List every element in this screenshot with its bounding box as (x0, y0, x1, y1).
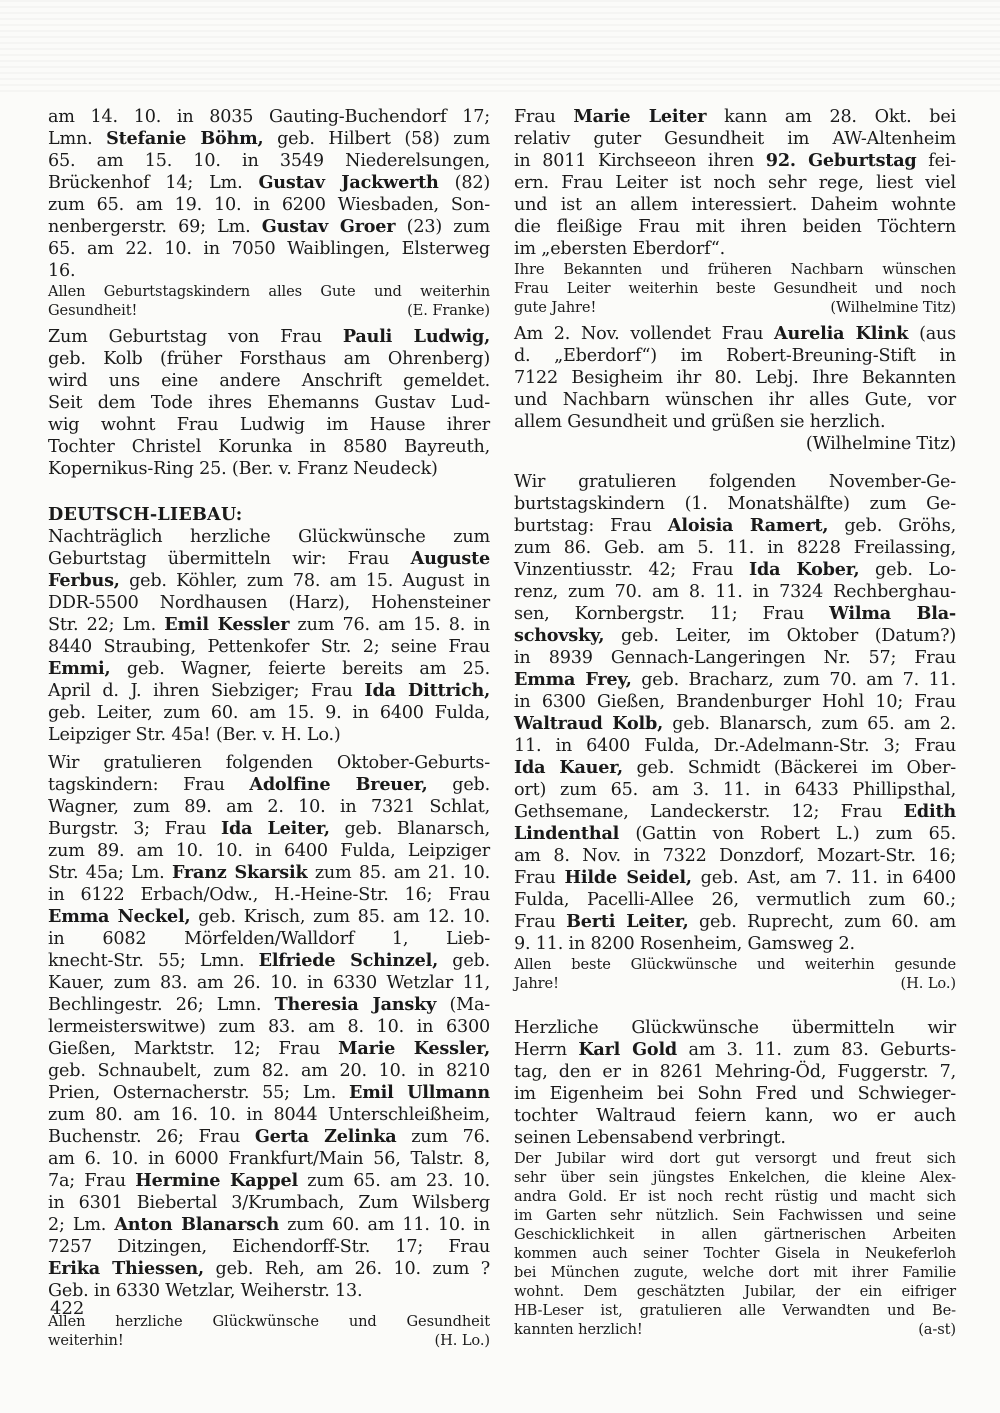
text-line: Ida Kauer, geb. Schmidt (Bäckerei im Ober- (514, 757, 956, 778)
text-line: im „ebersten Eberdorf“. (514, 239, 725, 259)
text-line: sen, Kornbergstr. 11; Frau Wilma Bla- (514, 603, 957, 624)
closing-note (514, 955, 956, 993)
text-line: in 6301 Biebertal 3/Krumbach, Zum Wilsberg (48, 1193, 490, 1213)
highlighted-name: Ida Kober, (748, 559, 860, 580)
text-line: Vinzentiusstr. 42; Frau Ida Kober, geb. Lo- (514, 559, 956, 580)
text-line: bei München zugute, welche dort mit ihrer Familie (514, 1264, 956, 1281)
highlighted-name: Gustav Groer (261, 216, 396, 237)
highlighted-name: Elfriede Schinzel, (258, 950, 438, 971)
text-line: im Garten sehr nützlich. Sein Fachwissen und seine (514, 1207, 956, 1224)
marie-leiter-notice (514, 106, 956, 260)
text-line: Am 2. Nov. vollendet Frau Aurelia Klink (aus (514, 323, 956, 344)
highlighted-name: Ida Kauer, (514, 757, 623, 778)
text-line: Lmn. Stefanie Böhm, geb. Hilbert (58) zum (48, 128, 490, 149)
text-line: Emma Frey, geb. Bracharz, zum 70. am 7. 11. (514, 669, 956, 690)
text-line: burtstag: Frau Aloisia Ramert, geb. Gröhs, (514, 515, 956, 536)
text-line: 11. in 6400 Fulda, Dr.-Adelmann-Str. 3; Frau (514, 736, 956, 756)
text-line: Erika Thiessen, geb. Reh, am 26. 10. zum ? (48, 1258, 490, 1279)
closing-note (514, 1149, 956, 1339)
text-line: Tochter Christel Korunka in 8580 Bayreuth, (48, 437, 490, 457)
highlighted-name: Emma Frey, (514, 669, 632, 690)
text-line: Wir gratulieren folgenden Oktober-Geburts- (48, 753, 490, 773)
highlighted-name: Ida Leiter, (220, 818, 330, 839)
highlighted-name: Emil Ullmann (349, 1082, 490, 1103)
text-line: geb. Schnaubelt, zum 82. am 20. 10. in 8210 (48, 1061, 490, 1081)
text-line: in 8939 Gennach-Langeringen Nr. 57; Frau (514, 648, 956, 668)
text-line: in 6082 Mörfelden/Walldorf 1, Lieb- (48, 929, 490, 949)
text-line: die fleißige Frau mit ihren beiden Töchtern (514, 217, 956, 237)
right-column (514, 106, 956, 1339)
highlighted-name: Hilde Seidel, (564, 867, 692, 888)
text-line: Herzliche Glückwünsche übermitteln wir (514, 1018, 956, 1038)
highlighted-name: Adolfine Breuer, (249, 774, 428, 795)
text-line: April d. J. ihren Siebziger; Frau Ida Dittrich, (48, 680, 491, 701)
text-line: 16. (48, 261, 76, 281)
highlighted-name: schovsky, (514, 625, 605, 646)
karl-gold-notice (514, 1017, 956, 1149)
text-line: Waltraud Kolb, geb. Blanarsch, zum 65. am 2. (514, 713, 957, 734)
text-line: wird uns eine andere Anschrift gemeldet. (48, 371, 490, 391)
author-signature: (H. Lo.) (434, 1332, 490, 1349)
text-line: zum 80. am 16. 10. in 8044 Unterschleißheim, (48, 1105, 490, 1125)
text-line: am 14. 10. in 8035 Gauting-Buchendorf 17; (48, 107, 490, 127)
text-line: Geb. in 6330 Wetzlar, Weiherstr. 13. (48, 1281, 363, 1301)
text-line: Emma Neckel, geb. Krisch, zum 85. am 12. 10. (48, 906, 490, 927)
text-line: Leipziger Str. 45a! (Ber. v. H. Lo.) (48, 725, 341, 745)
text-line: 7a; Frau Hermine Kappel zum 65. am 23. 10. (48, 1170, 490, 1191)
text-line: relativ guter Gesundheit im AW-Altenheim (514, 129, 956, 149)
highlighted-name: Wilma Bla- (829, 603, 957, 624)
text-line: Burgstr. 3; Frau Ida Leiter, geb. Blanarsch, (48, 818, 490, 839)
text-line: tagskindern: Frau Adolfine Breuer, geb. (48, 774, 490, 795)
note-signature-line: Jahre! (H. Lo.) (514, 975, 956, 992)
text-line: Fulda, Pacelli-Allee 26, vermutlich zum 60.; (514, 890, 956, 910)
highlighted-name: Anton Blanarsch (114, 1214, 280, 1235)
text-line: und Nachbarn wünschen ihr alles Gute, vor (514, 390, 956, 410)
text-line: Lindenthal (Gattin von Robert L.) zum 65. (514, 823, 956, 844)
highlighted-name: Pauli Ludwig, (342, 326, 490, 347)
highlighted-name: Karl Gold (578, 1039, 678, 1060)
highlighted-name: Marie Kessler, (338, 1038, 491, 1059)
belated-birthday-wishes (48, 526, 490, 746)
text-line: tochter Waltraud feiern kann, wo er auch (514, 1106, 956, 1126)
text-line: Frau Leiter weiterhin beste Gesundheit und noch (514, 280, 956, 297)
text-line: Str. 22; Lm. Emil Kessler zum 76. am 15. 8. in (48, 614, 490, 635)
text-line: DDR-5500 Nordhausen (Harz), Hohensteiner (48, 593, 490, 613)
text-line: wig wohnt Frau Ludwig im Hause ihrer (48, 415, 490, 435)
october-birthday-list (48, 752, 490, 1302)
text-line: Brückenhof 14; Lm. Gustav Jackwerth (82) (48, 172, 490, 193)
text-line: Kauer, zum 83. am 26. 10. in 6330 Wetzlar 11, (48, 973, 490, 993)
highlighted-name: Waltraud Kolb, (514, 713, 664, 734)
text-line: Zum Geburtstag von Frau Pauli Ludwig, (48, 326, 490, 347)
text-line: schovsky, geb. Leiter, im Oktober (Datum?) (514, 625, 956, 646)
text-line: am 8. Nov. in 7322 Donzdorf, Mozart-Str. 16; (514, 846, 956, 866)
highlighted-name: 92. Geburtstag (765, 150, 917, 171)
text-line: Prien, Osternacherstr. 55; Lm. Emil Ullmann (48, 1082, 490, 1103)
highlighted-name: Auguste (410, 548, 490, 569)
text-line: Allen Geburtstagskindern alles Gute und weiterhin (48, 283, 490, 300)
text-line: Herrn Karl Gold am 3. 11. zum 83. Geburts- (514, 1039, 956, 1060)
text-line: Frau Marie Leiter kann am 28. Okt. bei (514, 106, 957, 127)
highlighted-name: Lindenthal (514, 823, 620, 844)
text-line: geb. Leiter, zum 60. am 15. 9. in 6400 Fulda, (48, 703, 490, 723)
text-line: 7122 Besigheim ihr 80. Lebj. Ihre Bekannten (514, 368, 956, 388)
text-line: Buchenstr. 26; Frau Gerta Zelinka zum 76. (48, 1126, 491, 1147)
text-line: HB-Leser ist, gratulieren alle Verwandten und Be- (514, 1302, 956, 1319)
text-line: Gießen, Marktstr. 12; Frau Marie Kessler, (48, 1038, 491, 1059)
highlighted-name: Gerta Zelinka (254, 1126, 397, 1147)
author-signature: (a-st) (918, 1321, 956, 1338)
text-line: Emmi, geb. Wagner, feierte bereits am 25. (48, 658, 490, 679)
text-line: 65. am 15. 10. in 3549 Niederelsungen, (48, 151, 490, 171)
closing-note (514, 260, 956, 317)
highlighted-name: Ferbus, (48, 570, 120, 591)
highlighted-name: Gustav Jackwerth (258, 172, 439, 193)
text-line: im Eigenheim bei Sohn Fred und Schwieger- (514, 1084, 956, 1104)
text-line: sehr über sein jüngstes Enkelchen, die kleine Alex- (514, 1169, 956, 1186)
left-column (48, 106, 490, 1350)
text-line: in 8011 Kirchseeon ihren 92. Geburtstag fei- (514, 150, 956, 171)
pauli-ludwig-notice (48, 326, 490, 480)
text-line: geb. Kolb (früher Forsthaus am Ohrenberg) (48, 349, 490, 369)
text-line: Gethsemane, Landeckerstr. 12; Frau Edith (514, 801, 956, 822)
highlighted-name: Emma Neckel, (48, 906, 191, 927)
text-line: tag, den er in 8261 Mehring-Öd, Fuggerstr. 7, (514, 1062, 956, 1082)
highlighted-name: Marie Leiter (573, 106, 707, 127)
text-line: zum 89. am 10. 10. in 6400 Fulda, Leipziger (48, 841, 490, 861)
note-signature-line: weiterhin! (H. Lo.) (48, 1332, 490, 1349)
closing-note (48, 282, 490, 320)
text-line: andra Gold. Er ist noch recht rüstig und macht sich (514, 1188, 956, 1205)
text-line: knecht-Str. 55; Lmn. Elfriede Schinzel, geb. (48, 950, 490, 971)
text-line: 65. am 22. 10. in 7050 Waiblingen, Elsterweg (48, 239, 490, 259)
author-signature: (E. Franke) (407, 302, 490, 319)
note-signature-line: gute Jahre! (Wilhelmine Titz) (514, 299, 956, 316)
text-line: Nachträglich herzliche Glückwünsche zum (48, 527, 490, 547)
text-line: allem Gesundheit und grüßen sie herzlich. (514, 412, 886, 432)
text-line: zum 65. am 19. 10. in 6200 Wiesbaden, Son- (48, 195, 490, 215)
text-line: renz, zum 70. am 8. 11. in 7324 Rechberghau- (514, 582, 956, 602)
bleed-through-texture (0, 0, 1000, 95)
text-line: Geburtstag übermitteln wir: Frau Auguste (48, 548, 490, 569)
highlighted-name: Emmi, (48, 658, 111, 679)
highlighted-name: Emil Kessler (164, 614, 290, 635)
highlighted-name: Edith (903, 801, 956, 822)
text-line: Wagner, zum 89. am 2. 10. in 7321 Schlat, (48, 797, 490, 817)
text-line: burtstagskindern (1. Monatshälfte) zum Ge- (514, 494, 956, 514)
text-line: zum 86. Geb. am 5. 11. in 8228 Freilassing, (514, 538, 956, 558)
highlighted-name: Erika Thiessen, (48, 1258, 204, 1279)
text-line: 9. 11. in 8200 Rosenheim, Gamsweg 2. (514, 934, 855, 954)
november-birthday-list (514, 471, 956, 955)
text-line: Allen beste Glückwünsche und weiterhin gesunde (514, 956, 956, 973)
text-line: und ist an allem interessiert. Daheim wohnte (514, 195, 956, 215)
text-line: ern. Frau Leiter ist noch sehr rege, liest viel (514, 173, 956, 193)
highlighted-name: Ida Dittrich, (364, 680, 491, 701)
text-line: Allen herzliche Glückwünsche und Gesundheit (48, 1313, 490, 1330)
text-line: Bechlingestr. 26; Lmn. Theresia Jansky (Ma- (48, 994, 490, 1015)
text-line: wohnt. Dem geschätzten Jubilar, der ein eifriger (514, 1283, 956, 1300)
text-line: in 6122 Erbach/Odw., H.-Heine-Str. 16; Frau (48, 885, 490, 905)
highlighted-name: Stefanie Böhm, (106, 128, 264, 149)
note-signature-line: Gesundheit! (E. Franke) (48, 302, 490, 319)
text-line: Kopernikus-Ring 25. (Ber. v. Franz Neudeck) (48, 459, 438, 479)
text-line: 2; Lm. Anton Blanarsch zum 60. am 11. 10. in (48, 1214, 490, 1235)
closing-note (48, 1312, 490, 1350)
birthday-list-continued (48, 106, 490, 282)
text-line: d. „Eberdorf“) im Robert-Breuning-Stift in (514, 346, 956, 366)
text-line: 7257 Ditzingen, Eichendorff-Str. 17; Frau (48, 1237, 490, 1257)
text-line: am 6. 10. in 6000 Frankfurt/Main 56, Talstr. 8, (48, 1149, 490, 1169)
text-line: Geschicklichkeit in allen gärtnerischen Arbeiten (514, 1226, 956, 1243)
highlighted-name: Theresia Jansky (274, 994, 437, 1015)
highlighted-name: Hermine Kappel (135, 1170, 298, 1191)
text-line: Der Jubilar wird dort gut versorgt und freut sich (514, 1150, 956, 1167)
text-line: Seit dem Tode ihres Ehemanns Gustav Lud- (48, 393, 490, 413)
text-line: Ihre Bekannten und früheren Nachbarn wünschen (514, 261, 956, 278)
text-line: nenbergerstr. 69; Lm. Gustav Groer (23) zum (48, 216, 490, 237)
text-line: 8440 Straubing, Pettenkofer Str. 2; seine Frau (48, 637, 490, 657)
author-signature: (Wilhelmine Titz) (830, 299, 956, 316)
text-line: Wir gratulieren folgenden November-Ge- (514, 472, 956, 492)
aurelia-klink-notice (514, 323, 956, 433)
author-signature: (H. Lo.) (900, 975, 956, 992)
text-line: Str. 45a; Lm. Franz Skarsik zum 85. am 21. 10. (48, 862, 491, 883)
highlighted-name: Berti Leiter, (566, 911, 689, 932)
text-line: Ferbus, geb. Köhler, zum 78. am 15. August in (48, 570, 490, 591)
text-line: seinen Lebensabend verbringt. (514, 1128, 786, 1148)
text-line: Frau Hilde Seidel, geb. Ast, am 7. 11. in 6400 (514, 867, 956, 888)
text-line: lermeisterswitwe) zum 83. am 8. 10. in 6300 (48, 1017, 490, 1037)
note-signature-line: kannten herzlich! (a-st) (514, 1321, 956, 1338)
text-line: kommen auch seiner Tochter Gisela in Neukeferloh (514, 1245, 956, 1262)
highlighted-name: Aloisia Ramert, (667, 515, 829, 536)
page-number: 422 (50, 1298, 85, 1319)
section-heading: DEUTSCH-LIEBAU: (48, 504, 243, 525)
highlighted-name: Aurelia Klink (774, 323, 909, 344)
highlighted-name: Franz Skarsik (171, 862, 308, 883)
text-line: Frau Berti Leiter, geb. Ruprecht, zum 60. am (514, 911, 956, 932)
text-line: in 6300 Gießen, Brandenburger Hohl 10; Frau (514, 692, 956, 712)
text-line: ort) zum 65. am 3. 11. in 6433 Phillipsthal, (514, 780, 956, 800)
author-signature: (Wilhelmine Titz) (805, 434, 956, 454)
